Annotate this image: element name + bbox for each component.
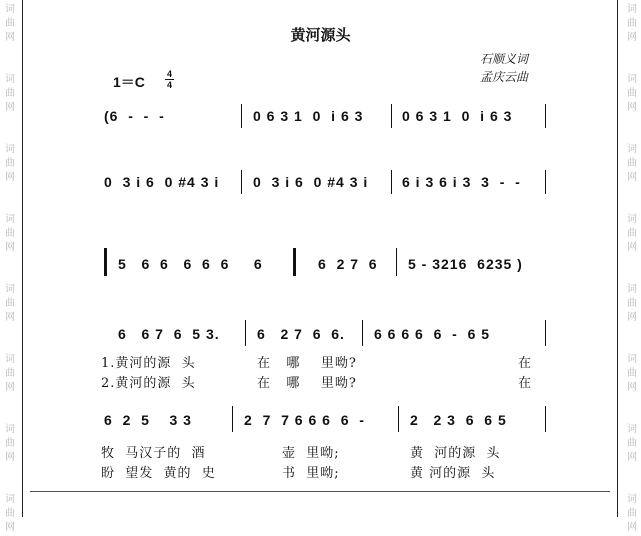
composer-credit: 孟庆云曲 [480, 70, 529, 84]
score-row-2 [0, 168, 641, 196]
lyric-verse-1: 黄 河的源 头 [410, 446, 501, 461]
score-row-4 [0, 318, 641, 391]
notes-measure: 5 - 3216 6235 ) [408, 256, 523, 272]
repeat-end-barline [293, 248, 296, 276]
song-title: 黄河源头 [290, 26, 351, 44]
barline [545, 406, 546, 432]
notes-measure: 0 3 i 6 0 #4 3 i [253, 174, 369, 190]
notes-measure: 2 7 7 6 6 6 6 - [244, 412, 365, 428]
barline [232, 406, 233, 432]
watermark-left: 词 曲 网 词 曲 网 词 曲 网 词 曲 网 词 曲 网 词 曲 网 词 曲 网 词 曲 网 [5, 4, 15, 533]
meter-bottom: 4 [166, 80, 172, 90]
page-bottom-rule [30, 491, 610, 492]
notes-measure: 2 2 3 6 6 5 [410, 412, 507, 428]
time-signature [165, 69, 174, 90]
notes-measure: 5 6 6 6 6 6 6 [118, 256, 263, 272]
score-row-5 [0, 404, 641, 484]
barline [396, 248, 397, 276]
notes-measure: 6 2 7 6 [318, 256, 378, 272]
barline [545, 320, 546, 346]
key-signature: 1＝C [113, 74, 145, 90]
notes-measure: 6 i 3 6 i 3 3 - - [402, 174, 521, 190]
lyric-verse-1: 牧 马汉子的 酒 [101, 446, 206, 461]
barline [545, 170, 546, 194]
meter-top: 4 [166, 69, 172, 79]
notes-measure: 6 2 7 6 6. [257, 326, 345, 342]
lyric-verse-2: 黄 河的源 头 [410, 466, 496, 481]
barline [545, 104, 546, 128]
notes-measure: (6 - - - [104, 108, 165, 124]
barline [241, 170, 242, 194]
notes-measure: 6 2 5 3 3 [104, 412, 192, 428]
score-row-3 [0, 248, 641, 278]
barline [241, 104, 242, 128]
notes-measure: 6 6 6 6 6 - 6 5 [374, 326, 491, 342]
lyric-verse-1: 1.黄河的源 头 [101, 356, 196, 371]
barline [362, 320, 363, 346]
lyric-verse-1: 在 [518, 356, 533, 371]
lyric-verse-2: 在 哪 里呦? [257, 376, 357, 391]
notes-measure: 0 6 3 1 0 i 6 3 [402, 108, 513, 124]
barline [398, 406, 399, 432]
lyric-verse-2: 2.黄河的源 头 [101, 376, 196, 391]
barline [391, 104, 392, 128]
lyric-verse-2: 盼 望发 黄的 史 [101, 466, 216, 481]
lyric-verse-1: 壶 里呦; [282, 446, 340, 461]
repeat-start-barline [104, 248, 107, 276]
lyric-verse-2: 书 里呦; [282, 466, 340, 481]
barline [245, 320, 246, 346]
notes-measure: 6 6 7 6 5 3. [118, 326, 220, 342]
lyric-verse-2: 在 [518, 376, 533, 391]
notes-measure: 0 6 3 1 0 i 6 3 [253, 108, 364, 124]
lyric-verse-1: 在 哪 里呦? [257, 356, 357, 371]
lyricist-credit: 石顺义词 [480, 52, 529, 66]
score-row-1 [0, 104, 641, 132]
notes-measure: 0 3 i 6 0 #4 3 i [104, 174, 220, 190]
watermark-right: 词 曲 网 词 曲 网 词 曲 网 词 曲 网 词 曲 网 词 曲 网 词 曲 网 词 曲 网 [627, 4, 637, 533]
barline [391, 170, 392, 194]
